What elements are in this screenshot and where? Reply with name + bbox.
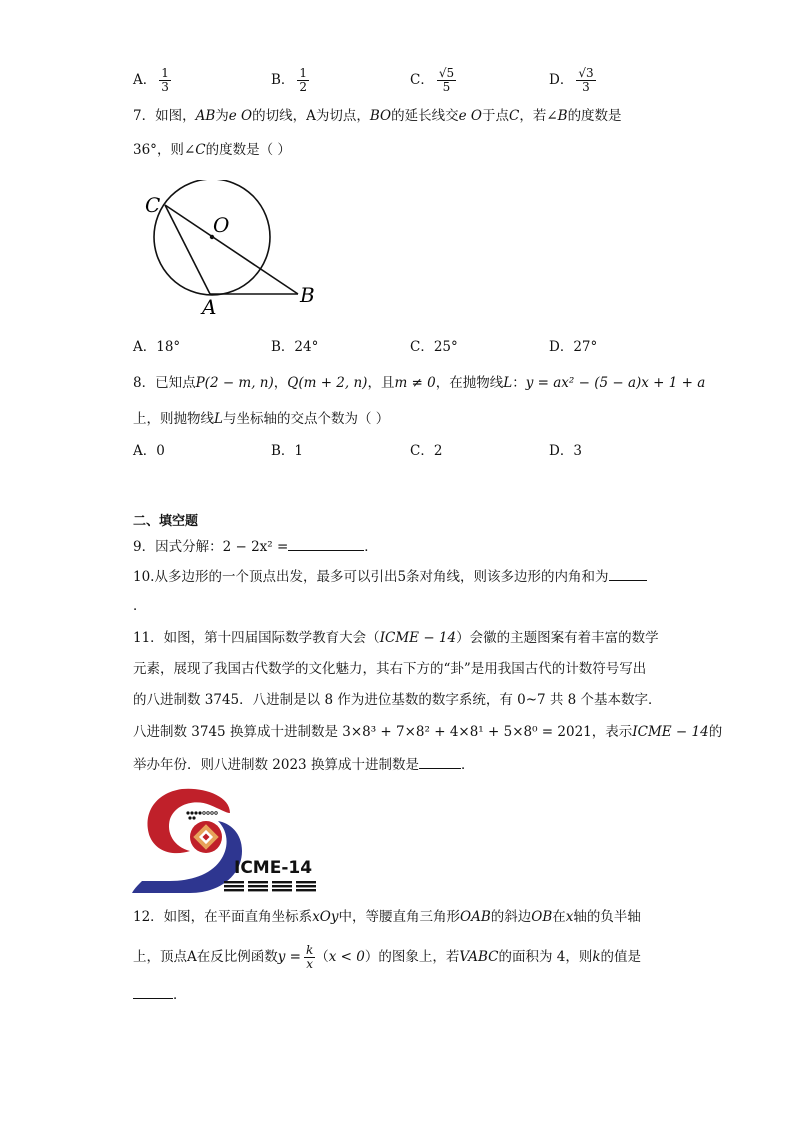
q11-line-1: 11．如图，第十四届国际数学教育大会（ICME − 14）会徽的主题图案有着丰富的数学 (133, 630, 659, 646)
logo-counting-rods (224, 881, 316, 891)
icme-14-logo (130, 785, 325, 897)
q8-option-c: C．2 (410, 443, 443, 459)
label-a: A (202, 295, 217, 319)
q12-answer-blank[interactable] (133, 984, 173, 999)
q11-line-3: 的八进制数 3745．八进制是以 8 作为进位基数的数字系统，有 0~7 共 8 个基本数字． (133, 692, 662, 708)
q6-option-a: A． $\frac{1}{3}$ (133, 66, 169, 94)
q7-line-2: 36°，则∠C的度数是（ ） (133, 142, 291, 158)
q8-line-2: 上，则抛物线L与坐标轴的交点个数为（ ） (133, 411, 390, 427)
q7-option-a: A．18° (133, 339, 181, 355)
q9-answer-blank[interactable] (288, 536, 364, 551)
q7-option-c: C．25° (410, 339, 458, 355)
logo-dot-row (186, 811, 217, 819)
section-title: 二、填空题 (133, 514, 199, 529)
q6-option-b: B． $\frac{1}{2}$ (271, 66, 308, 94)
q11-line-5: 举办年份．则八进制数 2023 换算成十进制数是 ． (133, 754, 474, 775)
q10-end: ． (133, 598, 147, 614)
q7-line-1: 7．如图，AB为e O的切线，A为切点，BO的延长线交e O于点C，若∠B的度数是 (133, 108, 622, 124)
q11-answer-blank[interactable] (419, 754, 461, 769)
q11-line-4: 八进制数 3745 换算成十进制数是 3×8³ + 7×8² + 4×8¹ + 5×8⁰ = 2021，表示ICME − 14的 (133, 724, 723, 740)
q7-circle-figure (140, 180, 330, 320)
q11-line-2: 元素，展现了我国古代数学的文化魅力，其右下方的“卦”是用我国古代的计数符号写出 (133, 661, 647, 677)
q12-line-1: 12．如图，在平面直角坐标系xOy中，等腰直角三角形OAB的斜边OB在x轴的负半轴 (133, 909, 641, 925)
q6-option-d: D． $\frac{√3}{3}$ (549, 66, 594, 94)
q10-line: 10.从多边形的一个顶点出发，最多可以引出5条对角线，则该多边形的内角和为 (133, 566, 647, 587)
q8-option-a: A．0 (133, 443, 165, 459)
segment-cb (165, 205, 298, 294)
q8-option-b: B．1 (271, 443, 304, 459)
q7-option-b: B．24° (271, 339, 319, 355)
q8-line-1: 8．已知点P(2 − m, n)，Q(m + 2, n)，且m ≠ 0，在抛物线L：y = ax² − (5 − a)x + 1 + a (133, 375, 706, 391)
label-o: O (213, 213, 230, 237)
q12-line-3: ． (133, 984, 187, 1005)
q10-answer-blank[interactable] (609, 566, 647, 581)
label-b: B (300, 283, 315, 307)
q12-line-2: 上，顶点A在反比例函数y = $\frac{k}{x}$ （x < 0）的图象上，若VABC的面积为 4，则k的值是 (133, 943, 642, 971)
q6-option-c: C． $\frac{√5}{5}$ (410, 66, 455, 94)
q7-option-d: D．27° (549, 339, 598, 355)
q8-option-d: D．3 (549, 443, 582, 459)
label-c: C (145, 193, 161, 217)
q9-line: 9．因式分解：2 − 2x² = ． (133, 536, 378, 557)
logo-title: ICME-14 (234, 858, 313, 878)
segment-ca (165, 205, 210, 294)
